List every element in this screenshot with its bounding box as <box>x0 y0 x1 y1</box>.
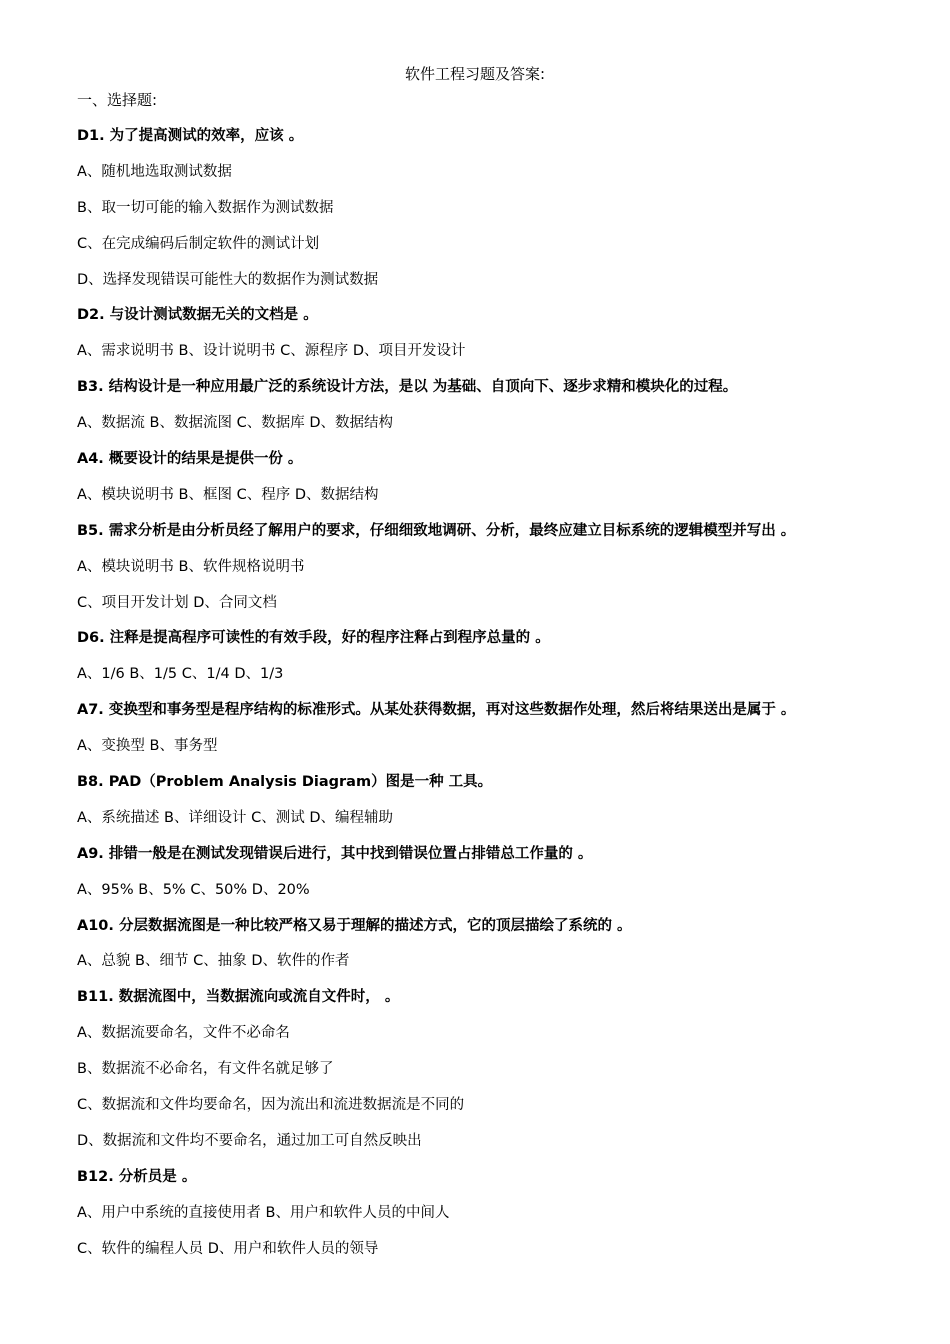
answer-options: A、随机地选取测试数据 <box>77 163 232 180</box>
question-text: B11. 数据流图中，当数据流向或流自文件时， 。 <box>77 989 400 1006</box>
answer-options: A、用户中系统的直接使用者 B、用户和软件人员的中间人 <box>77 1204 450 1221</box>
answer-options: C、在完成编码后制定软件的测试计划 <box>77 235 320 252</box>
answer-options: A、总貌 B、细节 C、抽象 D、软件的作者 <box>77 953 350 970</box>
answer-options: A、系统描述 B、详细设计 C、测试 D、编程辅助 <box>77 809 393 826</box>
question-text: A7. 变换型和事务型是程序结构的标准形式。从某处获得数据，再对这些数据作处理，然后将结果送出是属于 。 <box>77 702 796 719</box>
question-text: A9. 排错一般是在测试发现错误后进行，其中找到错误位置占排错总工作量的 。 <box>77 845 593 862</box>
section-heading: 一、选择题: <box>77 91 158 109</box>
answer-options: A、需求说明书 B、设计说明书 C、源程序 D、项目开发设计 <box>77 343 466 360</box>
answer-options: A、数据流 B、数据流图 C、数据库 D、数据结构 <box>77 415 393 432</box>
answer-options: A、变换型 B、事务型 <box>77 738 218 755</box>
question-text: B12. 分析员是 。 <box>77 1168 197 1185</box>
question-text: A4. 概要设计的结果是提供一份 。 <box>77 451 303 468</box>
question-text: D6. 注释是提高程序可读性的有效手段，好的程序注释占到程序总量的 。 <box>77 630 550 647</box>
question-text: D2. 与设计测试数据无关的文档是 。 <box>77 307 318 324</box>
answer-options: B、数据流不必命名，有文件名就足够了 <box>77 1061 334 1078</box>
answer-options: C、项目开发计划 D、合同文档 <box>77 594 277 611</box>
question-text: B3. 结构设计是一种应用最广泛的系统设计方法，是以 为基础、自顶向下、逐步求精和模块化的过程。 <box>77 379 738 396</box>
answer-options: A、1/6 B、1/5 C、1/4 D、1/3 <box>77 666 284 683</box>
answer-options: A、模块说明书 B、软件规格说明书 <box>77 558 305 575</box>
answer-options: D、数据流和文件均不要命名，通过加工可自然反映出 <box>77 1132 422 1149</box>
question-text: A10. 分层数据流图是一种比较严格又易于理解的描述方式，它的顶层描绘了系统的 。 <box>77 917 632 934</box>
answer-options: A、模块说明书 B、框图 C、程序 D、数据结构 <box>77 486 379 503</box>
question-text: B5. 需求分析是由分析员经了解用户的要求，仔细细致地调研、分析，最终应建立目标系统的逻辑模型并写出 。 <box>77 522 796 539</box>
question-list <box>77 126 937 1275</box>
answer-options: C、软件的编程人员 D、用户和软件人员的领导 <box>77 1240 379 1257</box>
answer-options: A、数据流要命名，文件不必命名 <box>77 1025 290 1042</box>
question-text: B8. PAD（Problem Analysis Diagram）图是一种 工具。 <box>77 774 493 791</box>
question-text: D1. 为了提高测试的效率，应该 。 <box>77 128 304 144</box>
document-title: 软件工程习题及答案: <box>404 65 546 83</box>
answer-options: D、选择发现错误可能性大的数据作为测试数据 <box>77 271 379 288</box>
answer-options: A、95% B、5% C、50% D、20% <box>77 881 310 898</box>
answer-options: B、取一切可能的输入数据作为测试数据 <box>77 199 334 216</box>
answer-options: C、数据流和文件均要命名，因为流出和流进数据流是不同的 <box>77 1097 465 1114</box>
